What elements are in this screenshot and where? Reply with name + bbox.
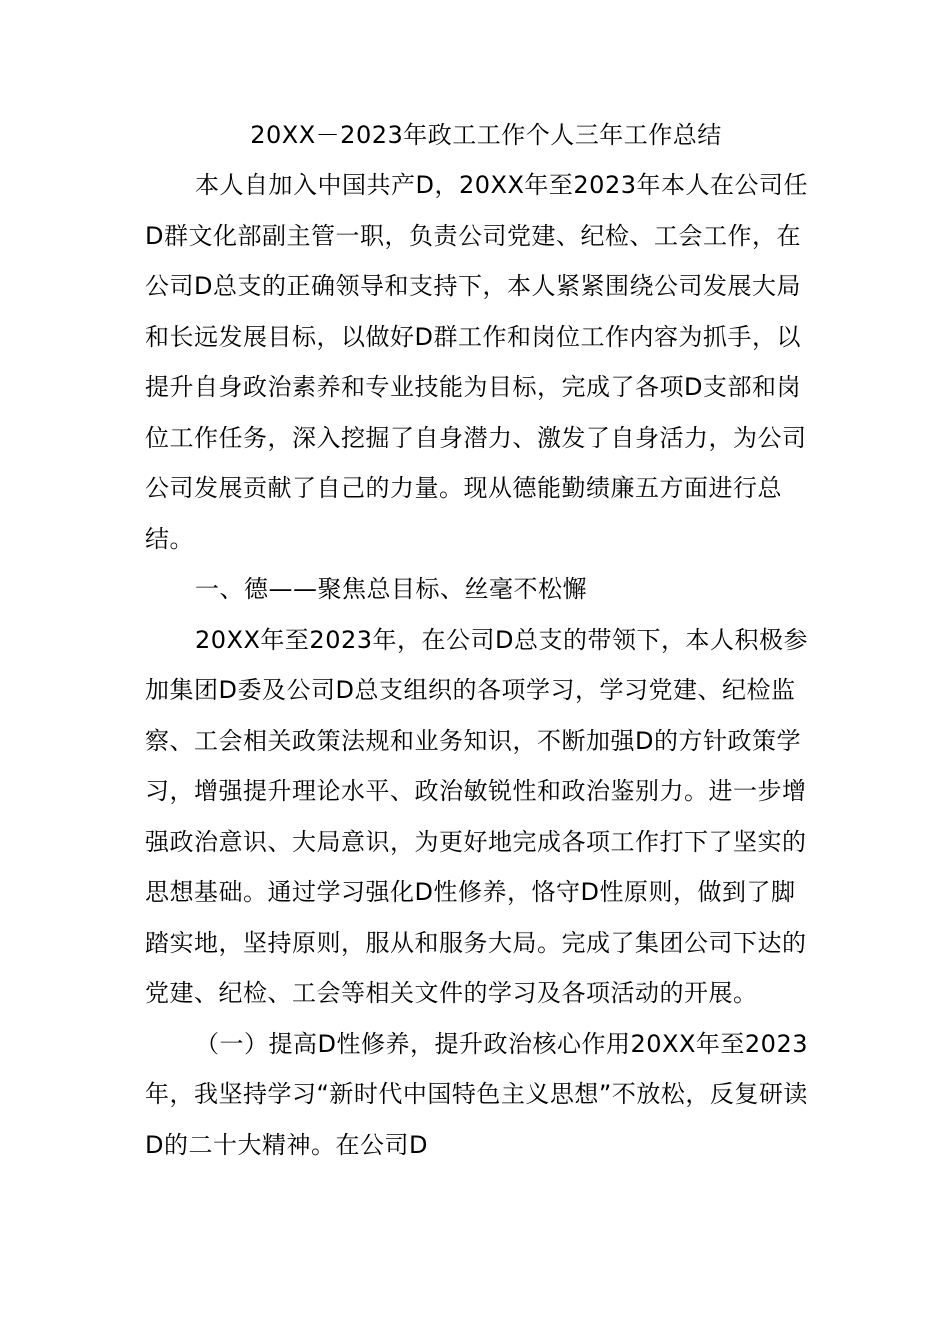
section-heading-de: 一、德——聚焦总目标、丝毫不松懈 <box>195 575 587 603</box>
paragraph-subsection-one: （一）提高D性修养，提升政治核心作用20XX年至2023年，我坚持学习“新时代中国特色主义思想”不放松，反复研读D的二十大精神。在公司D <box>145 1029 808 1159</box>
document-title: 20XX－2023年政工工作个人三年工作总结 <box>250 121 722 149</box>
paragraph-de: 20XX年至2023年，在公司D总支的带领下，本人积极参加集团D委及公司D总支组织的各项学习，学习党建、纪检监察、工会相关政策法规和业务知识，不断加强D的方针政策学习，增强提升理论水平、政治敏锐性和政治鉴别力。进一步增强政治意识、大局意识，为更好地完成各项工作打下了坚实的思想基础。通过学习强化D性修养，恪守D性原则，做到了脚踏实地，坚持原则，服从和服务大局。完成了集团公司下达的党建、纪检、工会等相关文件的学习及各项活动的开展。 <box>145 625 808 1007</box>
document-body <box>145 112 817 1170</box>
paragraph-intro: 本人自加入中国共产D，20XX年至2023年本人在公司任D群文化部副主管一职，负责公司党建、纪检、工会工作，在公司D总支的正确领导和支持下，本人紧紧围绕公司发展大局和长远发展目标，以做好D群工作和岗位工作内容为抓手，以提升自身政治素养和专业技能为目标，完成了各项D支部和岗位工作任务，深入挖掘了自身潜力、激发了自身活力，为公司公司发展贡献了自己的力量。现从德能勤绩廉五方面进行总结。 <box>145 171 808 553</box>
